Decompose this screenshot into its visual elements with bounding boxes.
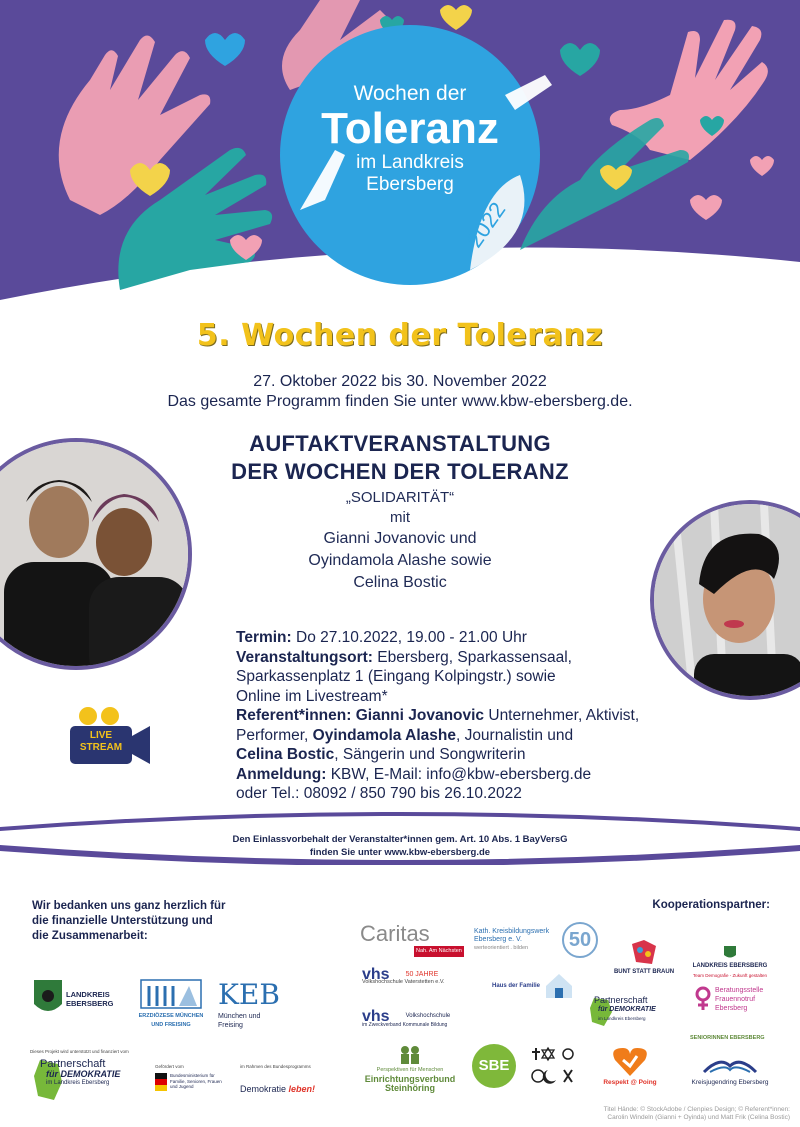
- ref-text-2: Performer,: [236, 726, 313, 744]
- logo-steinhoering: [362, 1044, 458, 1093]
- logo-frauen-2: Frauennotruf: [715, 996, 756, 1003]
- kooperationspartner-heading: Kooperationspartner:: [652, 899, 770, 911]
- logo-caritas-sub: Nah. Am Nächsten: [414, 946, 464, 957]
- logo-demokratie-text: Demokratie: [240, 1084, 287, 1094]
- logo-frauen-1: Beratungsstelle: [715, 987, 764, 994]
- logo-landkreis-text: LANDKREIS EBERSBERG: [66, 990, 114, 1008]
- logo-gefoerdert: [30, 1047, 140, 1056]
- logo-kbw-text: Kath. Kreisbildungswerk Ebersberg e. V.: [474, 928, 550, 943]
- anmeldung-row: [236, 765, 736, 785]
- logo-seniorinnen-text: SENIORINNEN EBERSBERG: [690, 1035, 765, 1041]
- anm-label: Anmeldung:: [236, 765, 327, 783]
- logo-line2: Toleranz: [321, 104, 499, 153]
- logo-keb: [218, 980, 318, 1030]
- logo-frauennotruf: [694, 986, 774, 1013]
- referent-row-3: [236, 745, 736, 765]
- event-person-2: Oyindamola Alashe sowie: [308, 552, 492, 569]
- logo-line3: im Landkreis: [356, 152, 464, 173]
- logo-bunt-statt-braun: [612, 940, 676, 977]
- logo-haus-der-familie: [492, 972, 574, 998]
- logo-vhs1-text: vhs: [362, 966, 390, 983]
- ref-name-1: Gianni Jovanovic: [351, 707, 485, 724]
- logo-partnerschaft-3: im Landkreis Ebersberg: [46, 1080, 110, 1086]
- termin-label: Termin:: [236, 629, 292, 646]
- thanks-line-2: die finanzielle Unterstützung und: [32, 915, 213, 927]
- event-person-1: Gianni Jovanovic und: [323, 530, 477, 547]
- credits-line-1: Titel Hände: © StockAdobe / Clenpies Design; © Referent*innen:: [603, 1106, 790, 1113]
- program-info: Das gesamte Programm finden Sie unter www.kbw-ebersberg.de.: [167, 393, 633, 410]
- ref-name-3: Celina Bostic: [236, 746, 335, 763]
- logo-lk-team-text: LANDKREIS EBERSBERG: [692, 963, 768, 969]
- logo-sbe-text: SBE: [478, 1057, 510, 1074]
- ort-row: [236, 648, 736, 668]
- ort-label: Veranstaltungsort:: [236, 648, 373, 666]
- page-title: 5. Wochen der Toleranz: [196, 318, 604, 353]
- logo-vhs-zweckverband: [362, 1008, 512, 1030]
- logo-bunt-text: BUNT STATT BRAUN: [613, 969, 675, 975]
- ref-text-3: , Journalistin und: [455, 726, 574, 744]
- logo-ministerium-pre: Gefördert vom: [155, 1064, 184, 1069]
- logo-ministerium: [155, 1062, 230, 1091]
- event-mit: mit: [390, 509, 410, 526]
- logo-keb-sub: München und Freising: [218, 1013, 261, 1029]
- logo-caritas-text: Caritas: [360, 921, 430, 946]
- ref-label: Referent*innen:: [236, 707, 352, 724]
- ref-name-2: Oyindamola Alashe: [312, 726, 456, 744]
- live-stream-icon: [66, 706, 162, 768]
- ort-line-3: Online im Livestream*: [236, 687, 388, 705]
- logo-kbw-sub: werteorientiert . bilden: [474, 945, 529, 951]
- logo-ministerium-text: Bundesministerium für Familie, Senioren, Frauen und Jugend: [170, 1073, 222, 1089]
- logo-kbw: [474, 928, 570, 953]
- logo-frauen-3: Ebersberg: [715, 1005, 748, 1012]
- logo-line1: Wochen der: [353, 82, 467, 105]
- termin-value: Do 27.10.2022, 19.00 - 21.00 Uhr: [291, 629, 527, 646]
- logo-lk-team-sub: Team Demografie - Zukunft gestalten: [692, 973, 768, 978]
- logo-gefoerdert-text: Dieses Projekt wird unterstützt und finanziert vom: [30, 1049, 129, 1054]
- logo-seniorinnen: [690, 1034, 770, 1043]
- logo-vhs2-sub1: Volkshochschule: [405, 1013, 451, 1019]
- anm-value: KBW, E-Mail: info@kbw-ebersberg.de: [326, 765, 592, 783]
- event-heading-2: DER WOCHEN DER TOLERANZ: [231, 459, 569, 484]
- logo-respekt-poing: [598, 1046, 662, 1087]
- logo-partnerschaft-b1: Partnerschaft: [594, 995, 648, 1005]
- event-person-3: Celina Bostic: [353, 574, 447, 591]
- logo-kreisjugendring: [680, 1054, 780, 1087]
- referent-row: [236, 706, 736, 726]
- logo-kbw-50: [562, 922, 598, 958]
- dates-block: [0, 372, 800, 412]
- event-heading-1: AUFTAKTVERANSTALTUNG: [249, 431, 551, 456]
- thanks-line-3: die Zusammenarbeit:: [32, 930, 148, 942]
- termin-row: [236, 628, 736, 648]
- logo-religions: [528, 1046, 578, 1091]
- live-label-2: STREAM: [79, 742, 123, 753]
- logo-caritas: [360, 922, 470, 957]
- logo-vhs2-text: vhs: [362, 1008, 390, 1025]
- logo-partnerschaft-b: [590, 996, 680, 1023]
- ref-text-4: , Sängerin und Songwriterin: [334, 746, 526, 763]
- date-range: 27. Oktober 2022 bis 30. November 2022: [253, 373, 547, 390]
- logo-kbw-50-text: 50: [568, 929, 592, 951]
- logo-partnerschaft-b3: im Landkreis Ebersberg: [598, 1016, 646, 1021]
- logo-erzdioezese: [132, 978, 210, 1030]
- notice-block: [0, 833, 800, 859]
- logo-vhs1-sub1: 50 JAHRE: [405, 971, 439, 978]
- logo-vhs-vaterstetten: [362, 966, 492, 985]
- logo-erzdioezese-text: ERZDIÖZESE MÜNCHEN UND FREISING: [138, 1013, 204, 1028]
- referent-row-2: [236, 726, 736, 746]
- ref-text-1: Unternehmer, Aktivist,: [484, 707, 640, 724]
- thanks-line-1: Wir bedanken uns ganz herzlich für: [32, 900, 226, 912]
- thanks-block: [32, 899, 262, 944]
- logo-steinhoering-2: Einrichtungsverbund: [364, 1074, 456, 1084]
- logo-year: 2022: [461, 197, 511, 252]
- logo-respekt-text: Respekt @ Poing: [603, 1079, 657, 1086]
- logo-demokratie-pre: im Rahmen des Bundesprogramms: [240, 1064, 311, 1069]
- religion-symbols-icon: [530, 1046, 576, 1088]
- anmeldung-line-2: oder Tel.: 08092 / 850 790 bis 26.10.2022: [236, 785, 522, 802]
- logo-partnerschaft-b2: für DEMOKRATIE: [598, 1006, 656, 1013]
- logo-partnerschaft-1: Partnerschaft: [40, 1058, 106, 1070]
- logo-vhs1-sub2: Volkshochschule Vaterstetten e.V.: [362, 979, 445, 985]
- logo-steinhoering-1: Perspektiven für Menschen: [376, 1067, 444, 1073]
- logo-landkreis-team: [690, 946, 770, 980]
- notice-line-1: Den Einlassvorbehalt der Veranstalter*innen gem. Art. 10 Abs. 1 BayVersG: [232, 834, 568, 845]
- logo-partnerschaft: [34, 1058, 144, 1088]
- image-credits: [560, 1106, 790, 1122]
- logo-steinhoering-3: Steinhöring: [385, 1083, 435, 1093]
- event-details: [236, 628, 736, 804]
- logo-landkreis: [34, 980, 129, 1018]
- logo-sbe: [472, 1044, 516, 1088]
- ort-value: Ebersberg, Sparkassensaal,: [372, 648, 572, 666]
- logo-kjr-text: Kreisjugendring Ebersberg: [691, 1079, 769, 1086]
- logo-partnerschaft-2: für DEMOKRATIE: [46, 1069, 121, 1079]
- credits-line-2: Carolin Windeln (Gianni + Oyinda) und Matt Frik (Celina Bostic): [607, 1114, 790, 1121]
- notice-line-2: finden Sie unter www.kbw-ebersberg.de: [309, 847, 491, 858]
- logo-demokratie-leben-text: leben!: [288, 1084, 316, 1094]
- logo-line4: Ebersberg: [366, 174, 454, 195]
- event-block: [150, 430, 650, 594]
- logo-keb-text: KEB: [218, 978, 280, 1011]
- logo-text: [290, 82, 530, 196]
- logo-familie-text: Haus der Familie: [492, 983, 541, 989]
- event-motto: „SOLIDARITÄT“: [345, 489, 455, 506]
- live-label-1: LIVE: [89, 730, 113, 741]
- logo-vhs2-sub2: im Zweckverband Kommunale Bildung: [362, 1022, 448, 1028]
- logo-demokratie-leben: [240, 1062, 320, 1094]
- ort-line-2: Sparkassenplatz 1 (Eingang Kolpingstr.) sowie: [236, 668, 556, 685]
